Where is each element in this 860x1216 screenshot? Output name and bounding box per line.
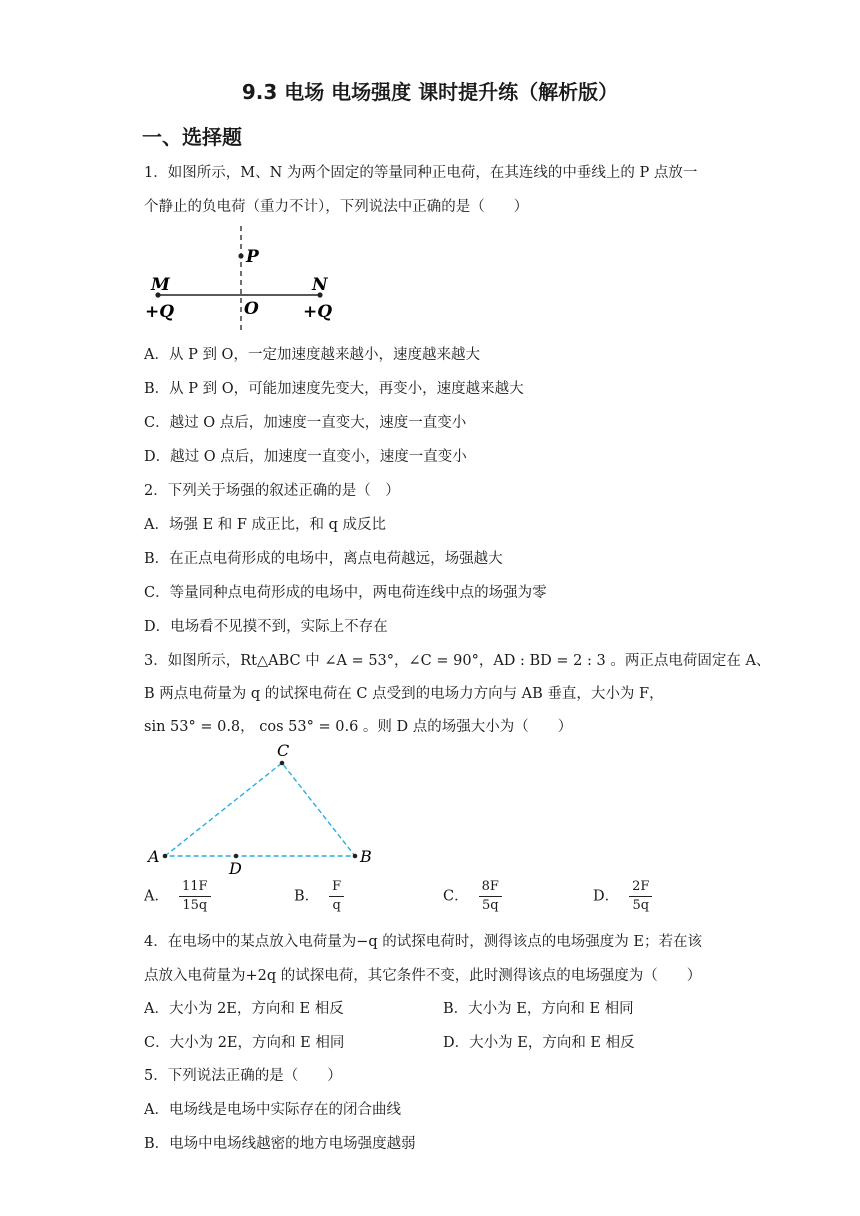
q4-option-d: D．大小为 E，方向和 E 相反 — [443, 1035, 635, 1051]
label-c: C — [277, 741, 290, 760]
q2-option-c: C．等量同种点电荷形成的电场中，两电荷连线中点的场强为零 — [144, 585, 547, 601]
q3-option-c: C． $\frac{8F}{5q}$ — [443, 878, 502, 915]
q3-stem-line2: B 两点电荷量为 q 的试探电荷在 C 点受到的电场力方向与 AB 垂直，大小为 F， — [144, 686, 664, 702]
q2-option-b: B．在正点电荷形成的电场中，离点电荷越远，场强越大 — [144, 551, 503, 567]
charge-right: +Q — [303, 302, 333, 322]
q1-option-a: A．从 P 到 O，一定加速度越来越小，速度越来越大 — [144, 347, 480, 363]
q5-option-b: B．电场中电场线越密的地方电场强度越弱 — [144, 1136, 416, 1152]
q3-figure — [140, 740, 380, 880]
label-o: O — [244, 299, 259, 319]
q2-option-d: D．电场看不见摸不到，实际上不存在 — [144, 619, 388, 635]
charge-left: +Q — [145, 302, 175, 322]
label-a: A — [148, 847, 160, 866]
label-n: N — [312, 275, 328, 295]
point-b — [353, 854, 358, 859]
q3-stem-line1: 3．如图所示，Rt△ABC 中 ∠A = 53°，∠C = 90°，AD : BD = 2 : 3 。两正点电荷固定在 A、 — [144, 653, 771, 669]
q4-stem-line2: 点放入电荷量为+2q 的试探电荷，其它条件不变，此时测得该点的电场强度为（ ） — [144, 968, 702, 984]
q1-option-b: B．从 P 到 O，可能加速度先变大，再变小，速度越来越大 — [144, 381, 524, 397]
q1-option-c: C．越过 O 点后，加速度一直变大，速度一直变小 — [144, 415, 467, 431]
point-p — [238, 253, 243, 258]
q2-stem: 2．下列关于场强的叙述正确的是（ ） — [144, 483, 400, 499]
document-title: 9.3 电场 电场强度 课时提升练（解析版） — [241, 80, 619, 104]
q4-option-c: C．大小为 2E，方向和 E 相同 — [144, 1035, 345, 1051]
q3-option-a: A． $\frac{11F}{15q}$ — [144, 878, 211, 915]
point-c — [280, 761, 285, 766]
q1-figure — [140, 226, 340, 334]
q4-stem-line1: 4．在电场中的某点放入电荷量为−q 的试探电荷时，测得该点的电场强度为 E；若在该 — [144, 934, 702, 950]
point-a — [163, 854, 168, 859]
q3-option-b: B． $\frac{F}{q}$ — [294, 878, 344, 915]
q2-option-a: A．场强 E 和 F 成正比，和 q 成反比 — [144, 517, 387, 533]
label-d: D — [229, 859, 242, 878]
q1-option-d: D．越过 O 点后，加速度一直变小，速度一直变小 — [144, 449, 467, 465]
q3-stem-line3: sin 53° = 0.8， cos 53° = 0.6 。则 D 点的场强大小为（ ） — [144, 719, 573, 735]
q5-option-a: A．电场线是电场中实际存在的闭合曲线 — [144, 1102, 401, 1118]
point-d — [234, 854, 239, 859]
label-m: M — [151, 275, 170, 295]
q1-stem-line2: 个静止的负电荷（重力不计），下列说法中正确的是（ ） — [144, 199, 529, 215]
label-p: P — [246, 247, 259, 267]
section-heading: 一、选择题 — [142, 125, 242, 149]
q4-option-a: A．大小为 2E，方向和 E 相反 — [144, 1001, 344, 1017]
q1-stem-line1: 1．如图所示，M、N 为两个固定的等量同种正电荷，在其连线的中垂线上的 P 点放一 — [144, 165, 698, 181]
q5-stem: 5．下列说法正确的是（ ） — [144, 1068, 342, 1084]
q3-option-d: D． $\frac{2F}{5q}$ — [593, 878, 652, 915]
q4-option-b: B．大小为 E，方向和 E 相同 — [443, 1001, 634, 1017]
label-b: B — [360, 847, 372, 866]
triangle-abc — [165, 763, 355, 856]
